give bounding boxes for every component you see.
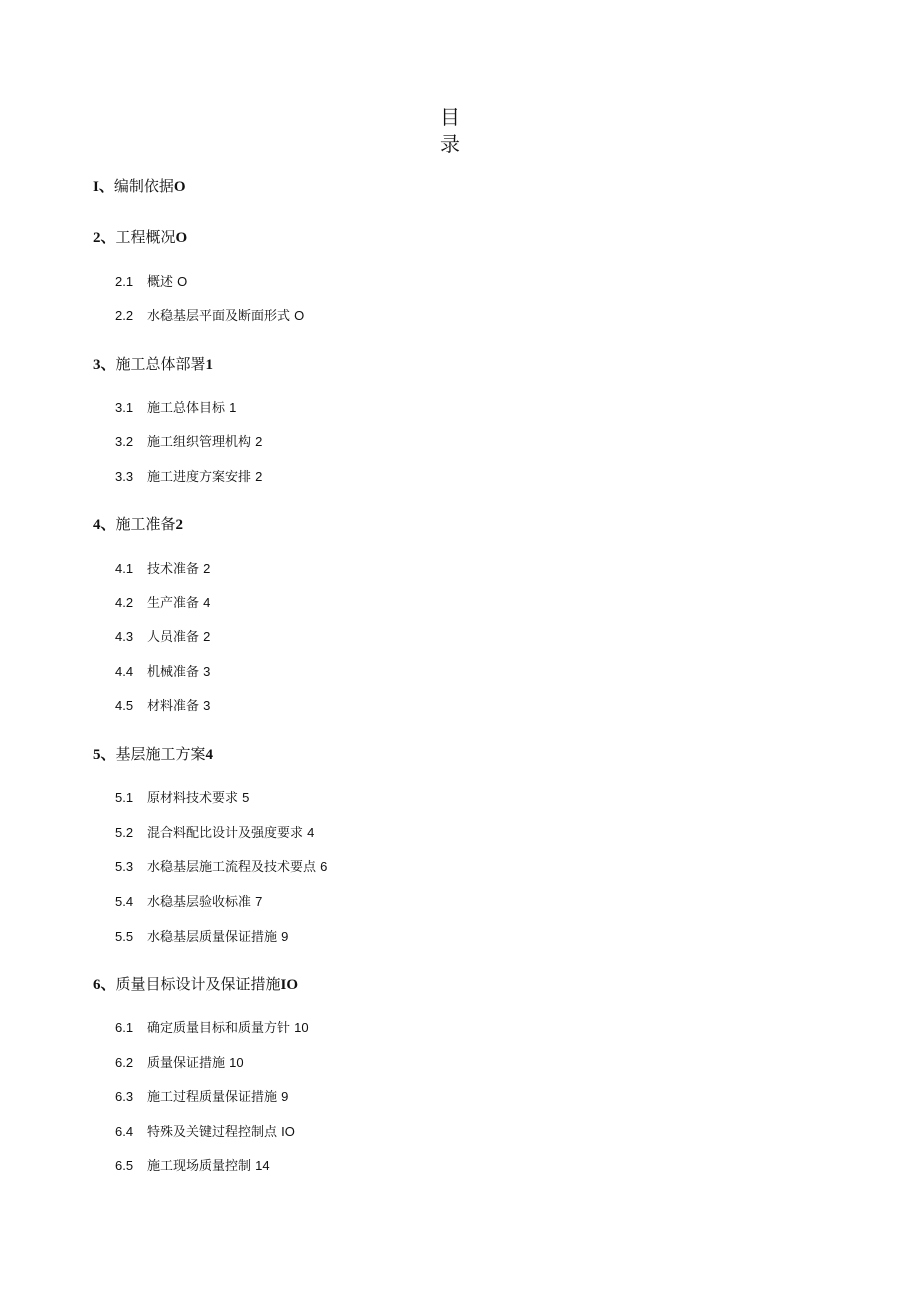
toc-item-title: 概述 <box>147 275 174 290</box>
toc-item-6-5[interactable] <box>115 1157 270 1176</box>
toc-item-page: 4 <box>203 595 211 610</box>
toc-item-number: 4.3 <box>115 629 134 644</box>
toc-item-number: 2.2 <box>115 308 134 323</box>
toc-item-page: 7 <box>255 894 263 909</box>
toc-item-page: 9 <box>281 929 289 944</box>
toc-item-page: 6 <box>320 859 328 874</box>
toc-item-title: 原材料技术要求 <box>147 791 239 806</box>
toc-item-page: 2 <box>203 629 211 644</box>
toc-item-number: 5.1 <box>115 790 134 805</box>
toc-item-number: 6.4 <box>115 1124 134 1139</box>
toc-section-title: 基层施工方案 <box>115 745 206 763</box>
toc-item-title: 特殊及关键过程控制点 <box>147 1125 278 1140</box>
toc-item-5-2[interactable] <box>115 824 314 843</box>
toc-item-5-1[interactable] <box>115 789 249 808</box>
toc-item-number: 6.5 <box>115 1158 134 1173</box>
toc-item-page: 2 <box>255 434 263 449</box>
page-title-line-2: 录 <box>440 132 460 156</box>
toc-section-1[interactable] <box>93 176 186 197</box>
toc-item-title: 施工现场质量控制 <box>147 1159 252 1174</box>
toc-item-title: 水稳基层平面及断面形式 <box>147 309 291 324</box>
toc-section-title: 编制依据 <box>113 177 174 195</box>
toc-item-3-2[interactable] <box>115 433 262 452</box>
toc-item-page: 10 <box>294 1020 309 1035</box>
toc-section-number: I、 <box>93 179 114 195</box>
toc-item-page: 5 <box>242 790 250 805</box>
toc-section-5[interactable] <box>93 744 213 765</box>
toc-section-page: O <box>175 230 188 246</box>
toc-item-page: 3 <box>203 664 211 679</box>
toc-item-number: 5.2 <box>115 825 134 840</box>
toc-item-title: 施工进度方案安排 <box>147 470 252 485</box>
toc-item-title: 技术准备 <box>147 562 200 577</box>
toc-item-page: 4 <box>307 825 315 840</box>
toc-section-number: 6、 <box>93 977 116 993</box>
toc-item-title: 施工过程质量保证措施 <box>147 1090 278 1105</box>
toc-item-number: 3.3 <box>115 469 134 484</box>
toc-item-4-2[interactable] <box>115 594 210 613</box>
toc-item-page: IO <box>281 1124 295 1139</box>
toc-item-title: 水稳基层施工流程及技术要点 <box>147 860 317 875</box>
toc-item-title: 质量保证措施 <box>147 1056 226 1071</box>
toc-item-4-1[interactable] <box>115 560 210 579</box>
toc-section-number: 5、 <box>93 747 116 763</box>
toc-item-number: 4.4 <box>115 664 134 679</box>
toc-item-title: 确定质量目标和质量方针 <box>147 1021 291 1036</box>
toc-item-4-3[interactable] <box>115 628 210 647</box>
toc-item-number: 3.1 <box>115 400 134 415</box>
toc-item-5-3[interactable] <box>115 858 327 877</box>
toc-section-page: 1 <box>205 357 214 373</box>
toc-section-title: 施工总体部署 <box>115 355 206 373</box>
page-title-line-1: 目 <box>440 105 460 129</box>
toc-item-2-1[interactable] <box>115 273 187 292</box>
toc-section-6[interactable] <box>93 974 298 995</box>
toc-item-title: 材料准备 <box>147 699 200 714</box>
toc-item-6-4[interactable] <box>115 1123 295 1142</box>
toc-section-number: 4、 <box>93 517 116 533</box>
toc-item-page: 2 <box>255 469 263 484</box>
toc-item-title: 生产准备 <box>147 596 200 611</box>
toc-section-page: 4 <box>205 747 214 763</box>
toc-item-title: 施工总体目标 <box>147 401 226 416</box>
toc-item-page: 2 <box>203 561 211 576</box>
toc-item-number: 4.1 <box>115 561 134 576</box>
toc-section-page: 2 <box>175 517 184 533</box>
toc-section-number: 2、 <box>93 230 116 246</box>
toc-item-title: 水稳基层质量保证措施 <box>147 930 278 945</box>
toc-section-2[interactable] <box>93 227 187 248</box>
toc-item-3-3[interactable] <box>115 468 262 487</box>
toc-item-5-4[interactable] <box>115 893 262 912</box>
toc-item-page: O <box>177 274 188 289</box>
toc-item-2-2[interactable] <box>115 307 304 326</box>
toc-section-4[interactable] <box>93 514 183 535</box>
toc-item-6-3[interactable] <box>115 1088 288 1107</box>
toc-item-number: 3.2 <box>115 434 134 449</box>
toc-item-number: 6.1 <box>115 1020 134 1035</box>
toc-section-title: 施工准备 <box>115 515 176 533</box>
toc-item-number: 2.1 <box>115 274 134 289</box>
toc-item-number: 6.3 <box>115 1089 134 1104</box>
toc-item-3-1[interactable] <box>115 399 236 418</box>
toc-item-6-1[interactable] <box>115 1019 309 1038</box>
toc-section-title: 质量目标设计及保证措施 <box>115 975 281 993</box>
toc-item-page: 10 <box>229 1055 244 1070</box>
toc-item-number: 5.3 <box>115 859 134 874</box>
toc-item-page: 1 <box>229 400 237 415</box>
toc-item-6-2[interactable] <box>115 1054 244 1073</box>
toc-item-number: 5.5 <box>115 929 134 944</box>
toc-item-title: 水稳基层验收标准 <box>147 895 252 910</box>
toc-item-title: 机械准备 <box>147 665 200 680</box>
toc-section-title: 工程概况 <box>115 228 176 246</box>
toc-item-title: 施工组织管理机构 <box>147 435 252 450</box>
toc-item-page: O <box>294 308 305 323</box>
toc-item-page: 3 <box>203 698 211 713</box>
toc-item-page: 14 <box>255 1158 270 1173</box>
toc-section-page: IO <box>280 977 299 993</box>
toc-item-number: 6.2 <box>115 1055 134 1070</box>
toc-section-number: 3、 <box>93 357 116 373</box>
toc-item-number: 4.2 <box>115 595 134 610</box>
toc-section-3[interactable] <box>93 354 213 375</box>
toc-item-title: 人员准备 <box>147 630 200 645</box>
toc-item-number: 5.4 <box>115 894 134 909</box>
toc-item-5-5[interactable] <box>115 928 288 947</box>
toc-item-page: 9 <box>281 1089 289 1104</box>
toc-item-4-4[interactable] <box>115 663 210 682</box>
toc-item-number: 4.5 <box>115 698 134 713</box>
toc-section-page: O <box>173 179 186 195</box>
toc-item-4-5[interactable] <box>115 697 210 716</box>
toc-item-title: 混合料配比设计及强度要求 <box>147 826 304 841</box>
